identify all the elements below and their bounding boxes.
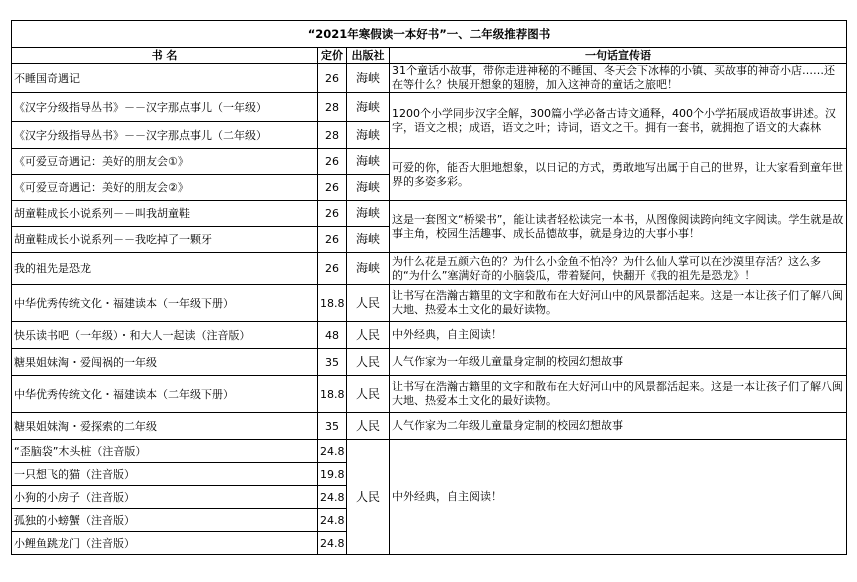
book-price: 28 xyxy=(318,93,347,122)
book-title: 孤独的小螃蟹（注音版） xyxy=(12,509,318,532)
header-publisher: 出版社 xyxy=(347,48,390,64)
book-price: 28 xyxy=(318,122,347,149)
book-publisher: 人民 xyxy=(347,285,390,322)
book-publisher: 海峡 xyxy=(347,201,390,227)
book-title: 《可爱豆奇遇记：美好的朋友会②》 xyxy=(12,175,318,201)
table-row xyxy=(12,253,847,285)
book-price: 18.8 xyxy=(318,376,347,413)
book-publisher: 海峡 xyxy=(347,64,390,93)
book-title: 中华优秀传统文化・福建读本（二年级下册） xyxy=(12,376,318,413)
book-slogan: 31个童话小故事，带你走进神秘的不睡国、冬天会下冰棒的小镇、买故事的神奇小店……还在等什么？快展开想象的翅膀，加入这神奇的童话之旅吧！ xyxy=(390,64,847,93)
book-price: 26 xyxy=(318,175,347,201)
book-title: 一只想飞的猫（注音版） xyxy=(12,463,318,486)
book-title: 快乐读书吧（一年级）・和大人一起读（注音版） xyxy=(12,322,318,349)
table-row xyxy=(12,201,847,227)
book-slogan: 为什么花是五颜六色的？为什么小金鱼不怕冷？为什么仙人掌可以在沙漠里存活？这么多的“为什么”塞满好奇的小脑袋瓜，带着疑问，快翻开《我的祖先是恐龙》！ xyxy=(390,253,847,285)
book-price: 24.8 xyxy=(318,440,347,463)
book-title: 《可爱豆奇遇记：美好的朋友会①》 xyxy=(12,149,318,175)
book-price: 26 xyxy=(318,64,347,93)
book-publisher: 海峡 xyxy=(347,227,390,253)
book-title: 胡童鞋成长小说系列－－我吃掉了一颗牙 xyxy=(12,227,318,253)
book-publisher: 人民 xyxy=(347,413,390,440)
book-publisher: 海峡 xyxy=(347,149,390,175)
book-publisher: 海峡 xyxy=(347,253,390,285)
book-price: 35 xyxy=(318,413,347,440)
sheet-title: “2021年寒假读一本好书”一、二年级推荐图书 xyxy=(12,21,847,48)
book-price: 26 xyxy=(318,149,347,175)
table-row xyxy=(12,149,847,175)
book-title: 不睡国奇遇记 xyxy=(12,64,318,93)
book-price: 24.8 xyxy=(318,486,347,509)
book-slogan: 中外经典，自主阅读！ xyxy=(390,440,847,555)
book-price: 18.8 xyxy=(318,285,347,322)
book-price: 19.8 xyxy=(318,463,347,486)
header-slogan: 一句话宣传语 xyxy=(390,48,847,64)
book-title: 小狗的小房子（注音版） xyxy=(12,486,318,509)
book-price: 35 xyxy=(318,349,347,376)
table-row xyxy=(12,64,847,93)
book-slogan: 中外经典，自主阅读！ xyxy=(390,322,847,349)
table-row xyxy=(12,93,847,122)
book-publisher: 人民 xyxy=(347,322,390,349)
book-price: 26 xyxy=(318,227,347,253)
book-slogan: 人气作家为二年级儿童量身定制的校园幻想故事 xyxy=(390,413,847,440)
book-table xyxy=(11,20,847,555)
book-title: 胡童鞋成长小说系列－－叫我胡童鞋 xyxy=(12,201,318,227)
book-title: 糖果姐妹淘・爱探索的二年级 xyxy=(12,413,318,440)
book-publisher: 人民 xyxy=(347,376,390,413)
book-publisher: 海峡 xyxy=(347,122,390,149)
book-publisher: 人民 xyxy=(347,440,390,555)
book-slogan: 人气作家为一年级儿童量身定制的校园幻想故事 xyxy=(390,349,847,376)
book-slogan: 让书写在浩瀚古籍里的文字和散布在大好河山中的风景都活起来。这是一本让孩子们了解八闽大地、热爱本土文化的最好读物。 xyxy=(390,376,847,413)
book-title: “歪脑袋”木头桩（注音版） xyxy=(12,440,318,463)
header-price: 定价 xyxy=(318,48,347,64)
book-title: 我的祖先是恐龙 xyxy=(12,253,318,285)
book-slogan: 这是一套图文“桥梁书”，能让读者轻松读完一本书，从图像阅读跨向纯文字阅读。学生就是故事主角，校园生活趣事、成长品德故事，就是身边的大事小事！ xyxy=(390,201,847,253)
book-slogan: 让书写在浩瀚古籍里的文字和散布在大好河山中的风景都活起来。这是一本让孩子们了解八闽大地、热爱本土文化的最好读物。 xyxy=(390,285,847,322)
book-price: 24.8 xyxy=(318,509,347,532)
table-row xyxy=(12,376,847,413)
book-price: 24.8 xyxy=(318,532,347,555)
table-row xyxy=(12,349,847,376)
table-row xyxy=(12,322,847,349)
book-slogan: 可爱的你，能否大胆地想象，以日记的方式，勇敢地写出属于自己的世界，让大家看到童年世界的多姿多彩。 xyxy=(390,149,847,201)
book-title: 中华优秀传统文化・福建读本（一年级下册） xyxy=(12,285,318,322)
book-price: 26 xyxy=(318,201,347,227)
table-row xyxy=(12,413,847,440)
book-publisher: 海峡 xyxy=(347,175,390,201)
book-publisher: 海峡 xyxy=(347,93,390,122)
header-book: 书 名 xyxy=(12,48,318,64)
book-publisher: 人民 xyxy=(347,349,390,376)
book-list-sheet xyxy=(11,20,846,555)
book-price: 48 xyxy=(318,322,347,349)
table-row xyxy=(12,285,847,322)
book-title: 《汉字分级指导丛书》－－汉字那点事儿（一年级） xyxy=(12,93,318,122)
table-row xyxy=(12,440,847,463)
book-title: 小鲤鱼跳龙门（注音版） xyxy=(12,532,318,555)
book-title: 糖果姐妹淘・爱闯祸的一年级 xyxy=(12,349,318,376)
book-slogan: 1200个小学同步汉字全解，300篇小学必备古诗文通释，400个小学拓展成语故事讲述。汉字，语文之根；成语，语文之叶；诗词，语文之干。拥有一套书，就拥抱了语文的大森林 xyxy=(390,93,847,149)
book-title: 《汉字分级指导丛书》－－汉字那点事儿（二年级） xyxy=(12,122,318,149)
book-price: 26 xyxy=(318,253,347,285)
